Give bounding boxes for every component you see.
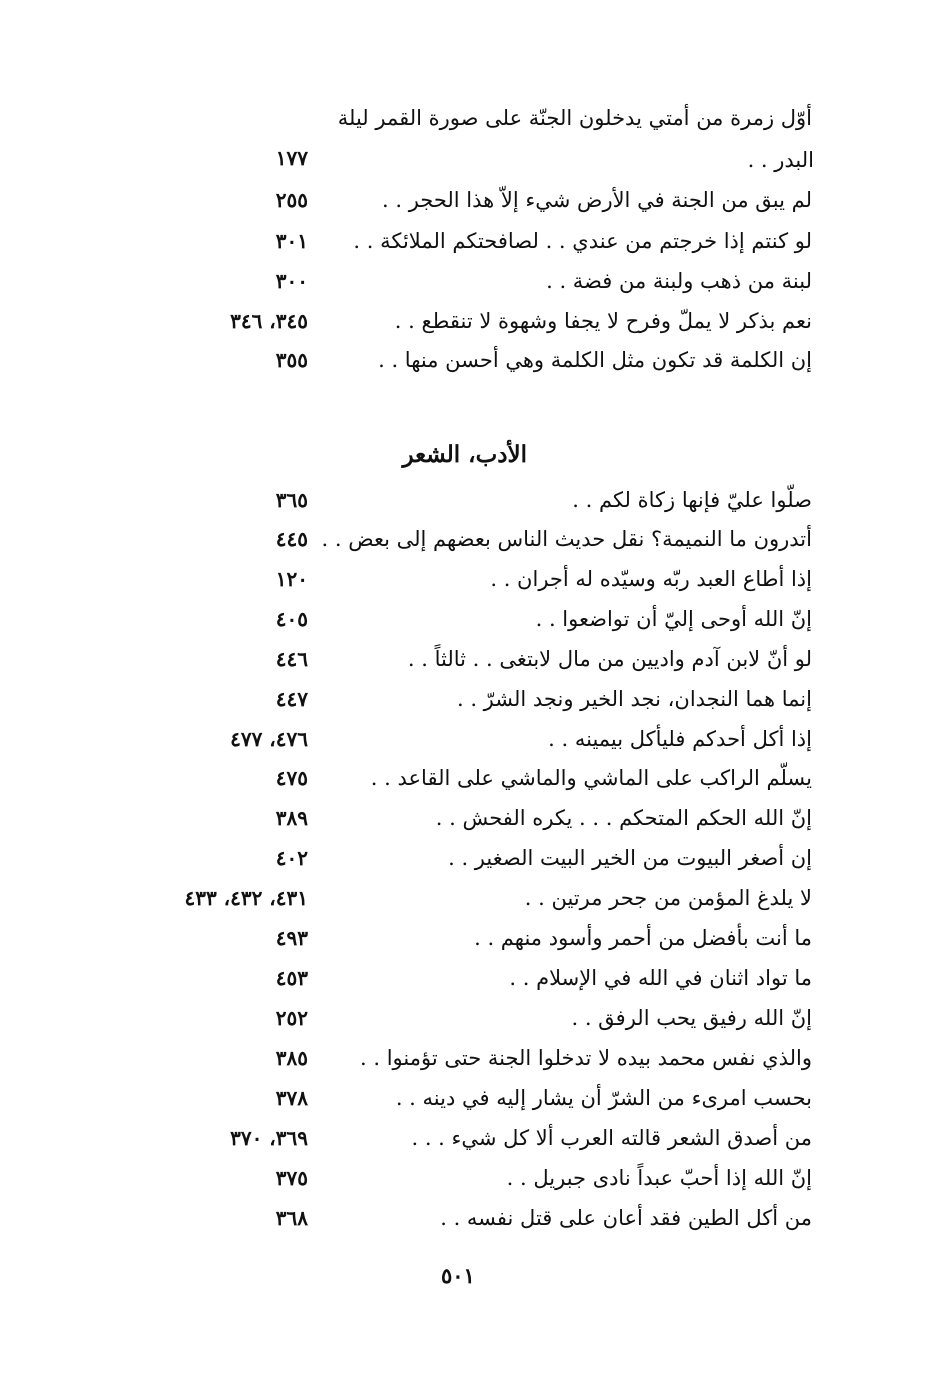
page-number: ٥٠١ bbox=[441, 1263, 475, 1288]
page-ref: ٣٤٥، ٣٤٦ bbox=[230, 309, 308, 333]
index-entry bbox=[0, 763, 942, 793]
index-entry bbox=[0, 843, 942, 873]
page-ref: ١٧٧ bbox=[275, 146, 308, 170]
entry-text: إنما هما النجدان، نجد الخير ونجد الشرّ . . bbox=[456, 687, 812, 711]
index-entry bbox=[0, 1163, 942, 1193]
index-entry bbox=[0, 883, 942, 913]
entry-text: من أصدق الشعر قالته العرب ألا كل شيء . . . bbox=[411, 1126, 812, 1150]
page-ref: ٣٨٩ bbox=[275, 806, 308, 830]
page-ref: ٤٤٥ bbox=[275, 527, 308, 551]
index-entry bbox=[0, 226, 942, 256]
index-entry bbox=[0, 724, 942, 754]
entry-text: ما تواد اثنان في الله في الإسلام . . bbox=[509, 966, 812, 990]
page-ref: ٤٤٦ bbox=[275, 647, 308, 671]
entry-text: لا يلدغ المؤمن من جحر مرتين . . bbox=[524, 886, 812, 910]
page-ref: ٣٥٥ bbox=[275, 348, 308, 372]
entry-text: إذا أطاع العبد ربّه وسيّده له أجران . . bbox=[490, 567, 812, 591]
index-entry bbox=[0, 266, 942, 296]
entry-text: لو أنّ لابن آدم واديين من مال لابتغى . . ثالثاً . . bbox=[407, 647, 812, 671]
entry-text: إنّ الله أوحى إليّ أن تواضعوا . . bbox=[535, 607, 812, 631]
index-entry bbox=[0, 684, 942, 714]
page-ref: ٣٠٠ bbox=[275, 269, 308, 293]
page-ref: ٢٥٢ bbox=[275, 1006, 308, 1030]
page-ref: ٢٥٥ bbox=[275, 188, 308, 212]
entry-text: إن الكلمة قد تكون مثل الكلمة وهي أحسن منها . . bbox=[378, 348, 812, 372]
page-ref: ٤٣١، ٤٣٢، ٤٣٣ bbox=[184, 886, 308, 910]
index-entry bbox=[0, 485, 942, 515]
entry-text: إنّ الله الحكم المتحكم . . . يكره الفحش . . bbox=[435, 806, 812, 830]
index-entry bbox=[0, 564, 942, 594]
index-entry bbox=[0, 524, 942, 554]
entry-text: إنّ الله رفيق يحب الرفق . . bbox=[571, 1006, 812, 1030]
page-ref: ١٢٠ bbox=[275, 567, 308, 591]
section-heading: الأدب، الشعر bbox=[402, 441, 527, 468]
entry-text: إنّ الله إذا أحبّ عبداً نادى جبريل . . bbox=[506, 1166, 812, 1190]
entry-text: أتدرون ما النميمة؟ نقل حديث الناس بعضهم إلى بعض . . bbox=[321, 527, 812, 551]
index-entry bbox=[0, 803, 942, 833]
page-ref: ٤٠٢ bbox=[275, 846, 308, 870]
entry-text: إن أصغر البيوت من الخير البيت الصغير . . bbox=[448, 846, 812, 870]
entry-text: لم يبق من الجنة في الأرض شيء إلاّ هذا الحجر . . bbox=[382, 188, 812, 212]
entry-text: من أكل الطين فقد أعان على قتل نفسه . . bbox=[440, 1206, 812, 1230]
index-entry bbox=[0, 345, 942, 375]
entry-text: ما أنت بأفضل من أحمر وأسود منهم . . bbox=[474, 926, 812, 950]
page-ref: ٣٦٩، ٣٧٠ bbox=[230, 1126, 308, 1150]
entry-continuation: البدر . . bbox=[747, 148, 814, 172]
index-entry bbox=[0, 306, 942, 336]
index-entry bbox=[0, 644, 942, 674]
index-entry bbox=[0, 963, 942, 993]
page-ref: ٣٧٨ bbox=[275, 1086, 308, 1110]
index-entry bbox=[0, 604, 942, 634]
entry-text: نعم بذكر لا يملّ وفرح لا يجفا وشهوة لا تنقطع . . bbox=[394, 309, 812, 333]
entry-text: يسلّم الراكب على الماشي والماشي على القاعد . . bbox=[370, 766, 812, 790]
index-entry bbox=[0, 1083, 942, 1113]
page-ref: ٤٧٥ bbox=[275, 766, 308, 790]
page-ref: ٤٤٧ bbox=[275, 687, 308, 711]
entry-text: لبنة من ذهب ولبنة من فضة . . bbox=[546, 269, 812, 293]
page-ref: ٤٠٥ bbox=[275, 607, 308, 631]
index-entry bbox=[0, 923, 942, 953]
entry-text: بحسب امرىء من الشرّ أن يشار إليه في دينه . . bbox=[395, 1086, 812, 1110]
index-entry bbox=[0, 1203, 942, 1233]
index-entry bbox=[0, 1003, 942, 1033]
page-ref: ٣٦٨ bbox=[275, 1206, 308, 1230]
page-ref: ٣٠١ bbox=[275, 229, 308, 253]
entry-text: لو كنتم إذا خرجتم من عندي . . لصافحتكم الملائكة . . bbox=[353, 229, 812, 253]
entry-text: إذا أكل أحدكم فليأكل بيمينه . . bbox=[548, 727, 812, 751]
index-entry bbox=[0, 1043, 942, 1073]
page-ref: ٤٧٦، ٤٧٧ bbox=[230, 727, 308, 751]
entry-text: والذي نفس محمد بيده لا تدخلوا الجنة حتى تؤمنوا . . bbox=[360, 1046, 812, 1070]
index-entry bbox=[0, 1123, 942, 1153]
entry-text: أوّل زمرة من أمتي يدخلون الجنّة على صورة القمر ليلة bbox=[337, 106, 812, 130]
entry-text: صلّوا عليّ فإنها زكاة لكم . . bbox=[572, 488, 812, 512]
page-ref: ٣٦٥ bbox=[275, 488, 308, 512]
page-ref: ٣٧٥ bbox=[275, 1166, 308, 1190]
index-entry bbox=[0, 103, 942, 172]
page-ref: ٤٩٣ bbox=[275, 926, 308, 950]
index-entry bbox=[0, 185, 942, 215]
page-ref: ٣٨٥ bbox=[275, 1046, 308, 1070]
page-ref: ٤٥٣ bbox=[275, 966, 308, 990]
